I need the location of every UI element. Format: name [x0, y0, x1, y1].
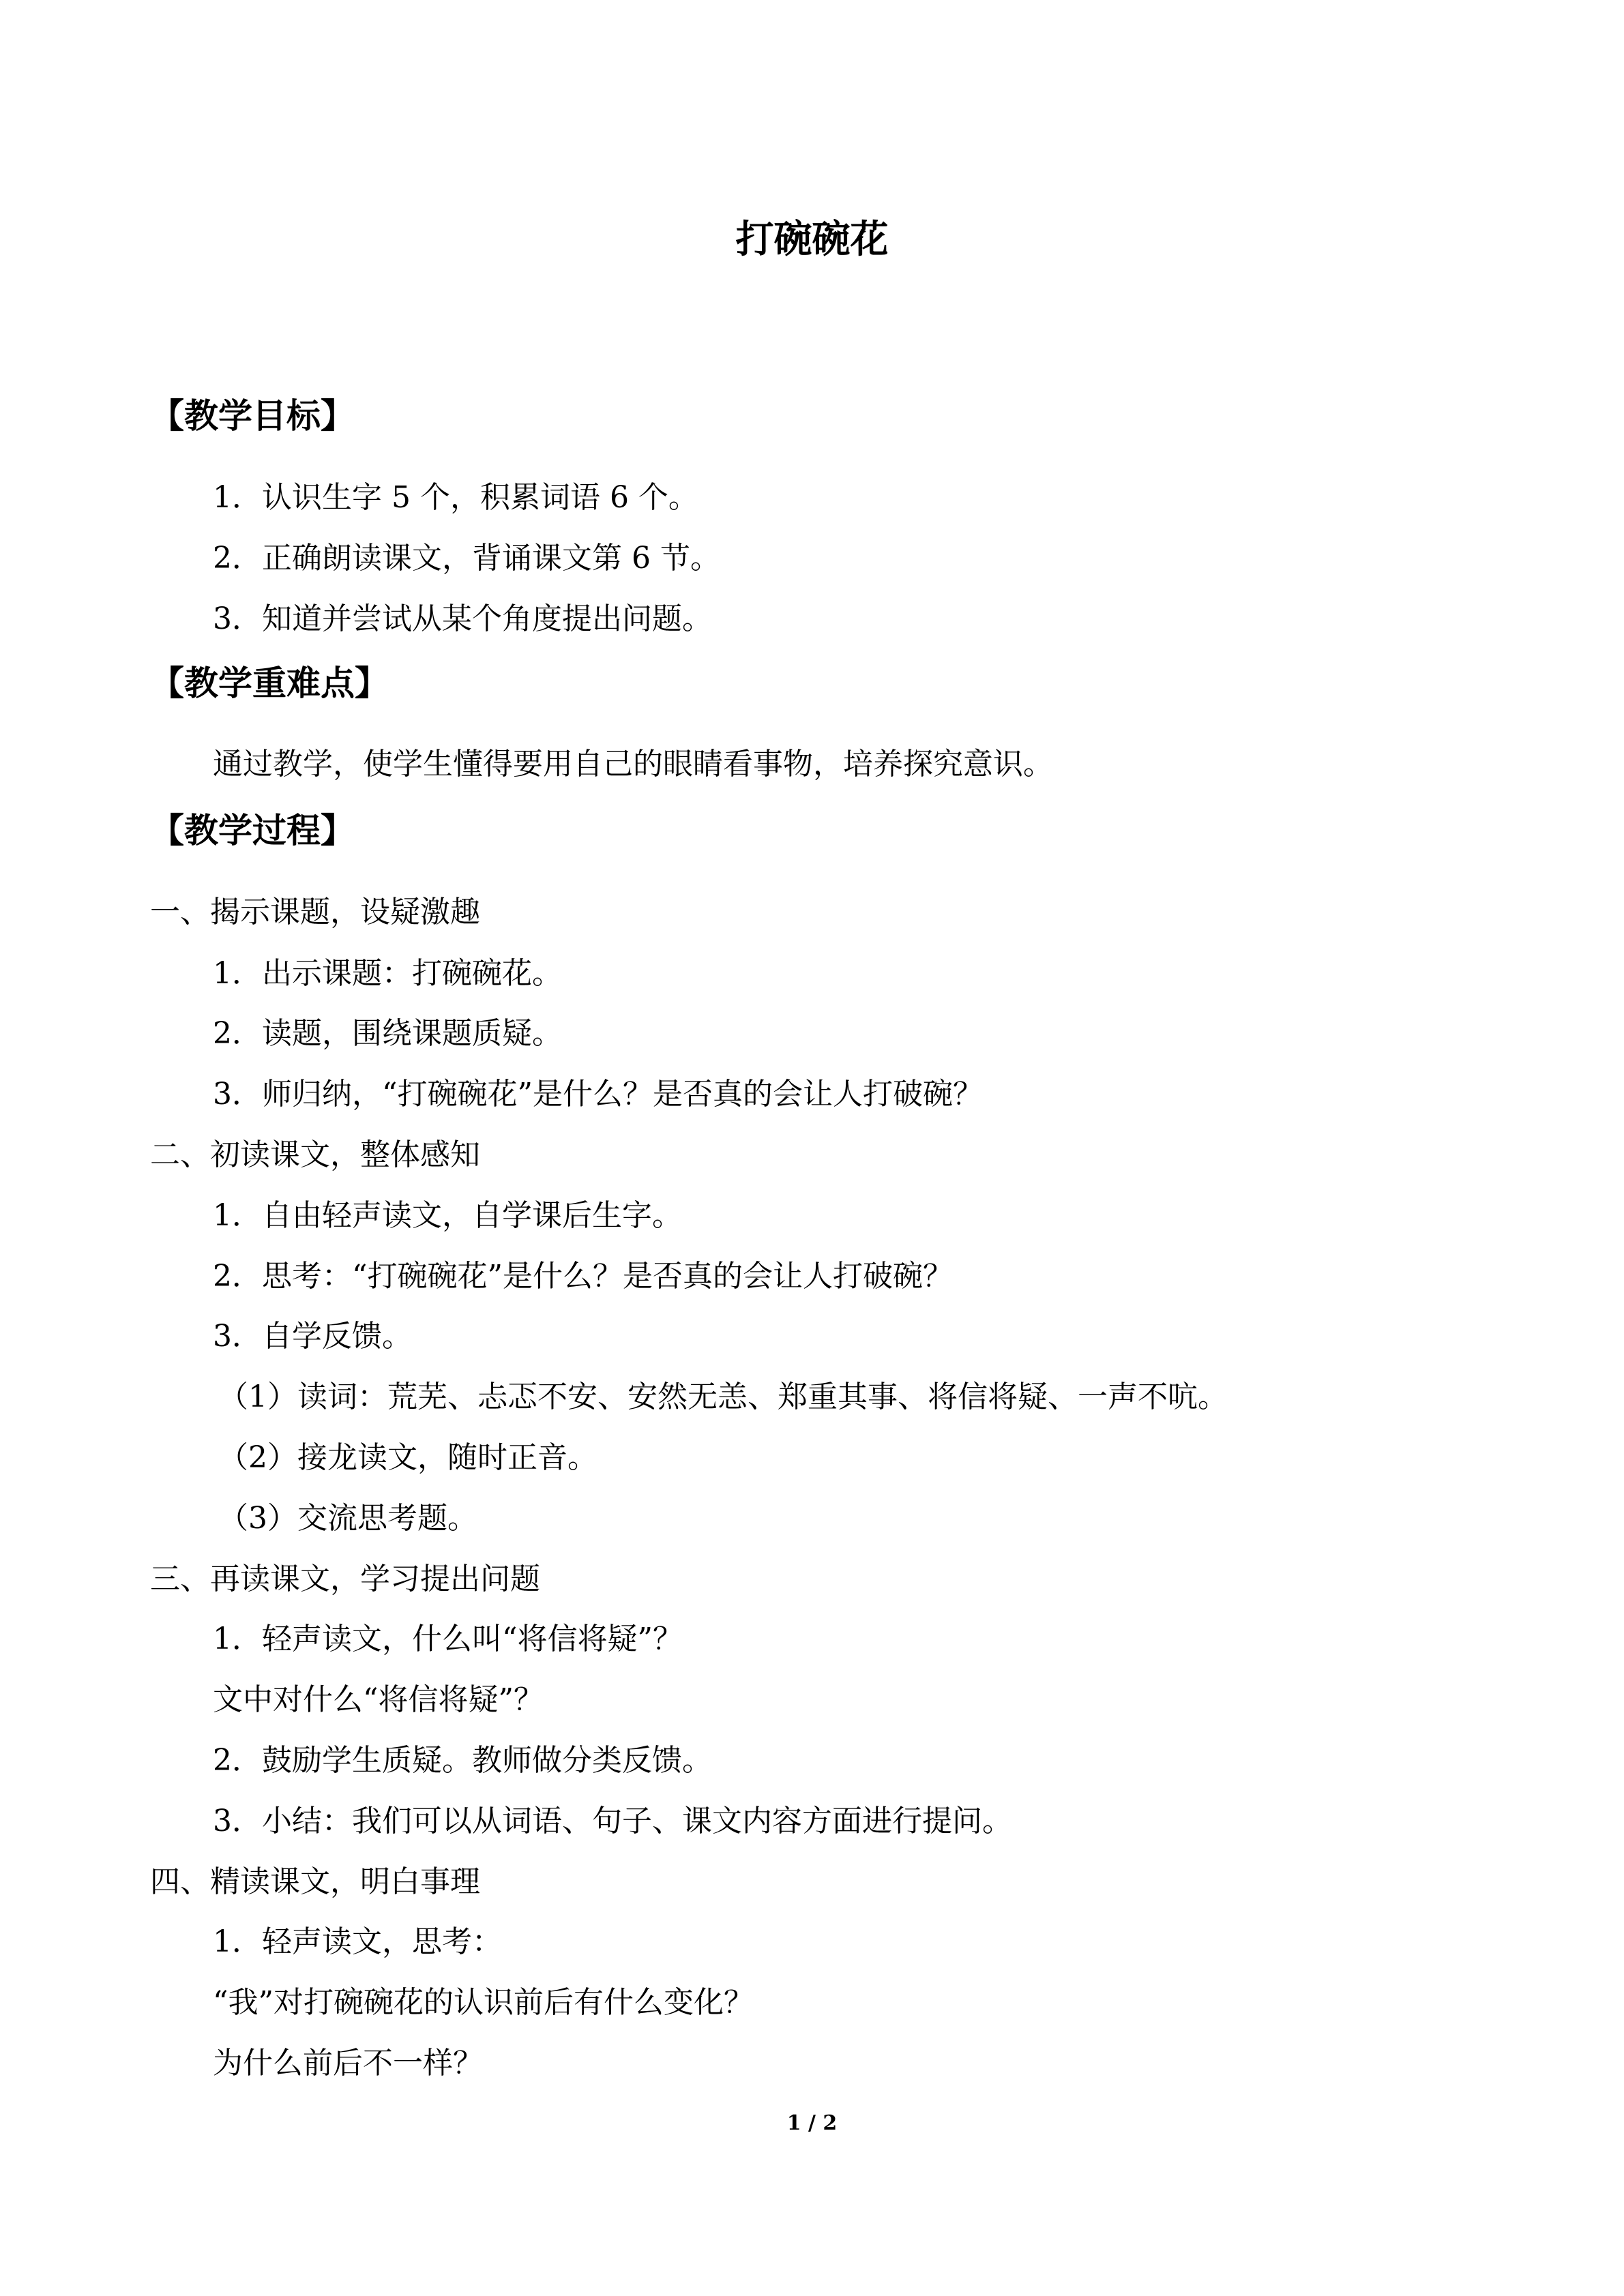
- process-part-4-item-3: 为什么前后不一样？: [213, 2046, 483, 2081]
- page-number: 1 / 2: [786, 2111, 838, 2135]
- process-part-3-title: 三、再读课文，学习提出问题: [150, 1562, 540, 1596]
- process-part-1-title: 一、揭示课题，设疑激趣: [150, 895, 480, 929]
- process-part-2-subitem-3: （3）交流思考题。: [218, 1501, 477, 1536]
- process-part-4-item-2: “我”对打碗碗花的认识前后有什么变化？: [213, 1985, 754, 2020]
- process-part-1-item-2: 2．读题，围绕课题质疑。: [213, 1016, 562, 1051]
- objective-item-3: 3．知道并尝试从某个角度提出问题。: [213, 601, 712, 636]
- objective-item-1: 1．认识生字 5 个，积累词语 6 个。: [213, 480, 698, 515]
- document-title: 打碗碗花: [735, 218, 889, 262]
- heading-objectives: 【教学目标】: [150, 396, 355, 436]
- heading-key-points: 【教学重难点】: [150, 664, 389, 703]
- heading-process: 【教学过程】: [150, 811, 355, 850]
- process-part-1-item-3: 3．师归纳，“打碗碗花”是什么？是否真的会让人打破碗？: [213, 1077, 983, 1112]
- process-part-3-item-3: 2．鼓励学生质疑。教师做分类反馈。: [213, 1743, 712, 1778]
- process-part-4-item-1: 1．轻声读文，思考：: [213, 1924, 502, 1959]
- process-part-2-subitem-2: （2）接龙读文，随时正音。: [218, 1440, 597, 1475]
- process-part-2-item-3: 3．自学反馈。: [213, 1319, 412, 1354]
- objective-item-2: 2．正确朗读课文，背诵课文第 6 节。: [213, 541, 720, 576]
- process-part-4-title: 四、精读课文，明白事理: [150, 1864, 480, 1899]
- process-part-2-item-2: 2．思考：“打碗碗花”是什么？是否真的会让人打破碗？: [213, 1259, 953, 1294]
- process-part-2-subitem-1: （1）读词：荒芜、忐忑不安、安然无恙、郑重其事、将信将疑、一声不吭。: [218, 1380, 1228, 1414]
- process-part-3-item-4: 3．小结：我们可以从词语、句子、课文内容方面进行提问。: [213, 1804, 1012, 1838]
- process-part-2-title: 二、初读课文，整体感知: [150, 1137, 480, 1172]
- process-part-2-item-1: 1．自由轻声读文，自学课后生字。: [213, 1198, 682, 1233]
- process-part-3-item-2: 文中对什么“将信将疑”？: [213, 1682, 544, 1717]
- process-part-1-item-1: 1．出示课题：打碗碗花。: [213, 956, 562, 991]
- key-points-text: 通过教学，使学生懂得要用自己的眼睛看事物，培养探究意识。: [213, 747, 1053, 781]
- process-part-3-item-1: 1．轻声读文，什么叫“将信将疑”？: [213, 1622, 683, 1656]
